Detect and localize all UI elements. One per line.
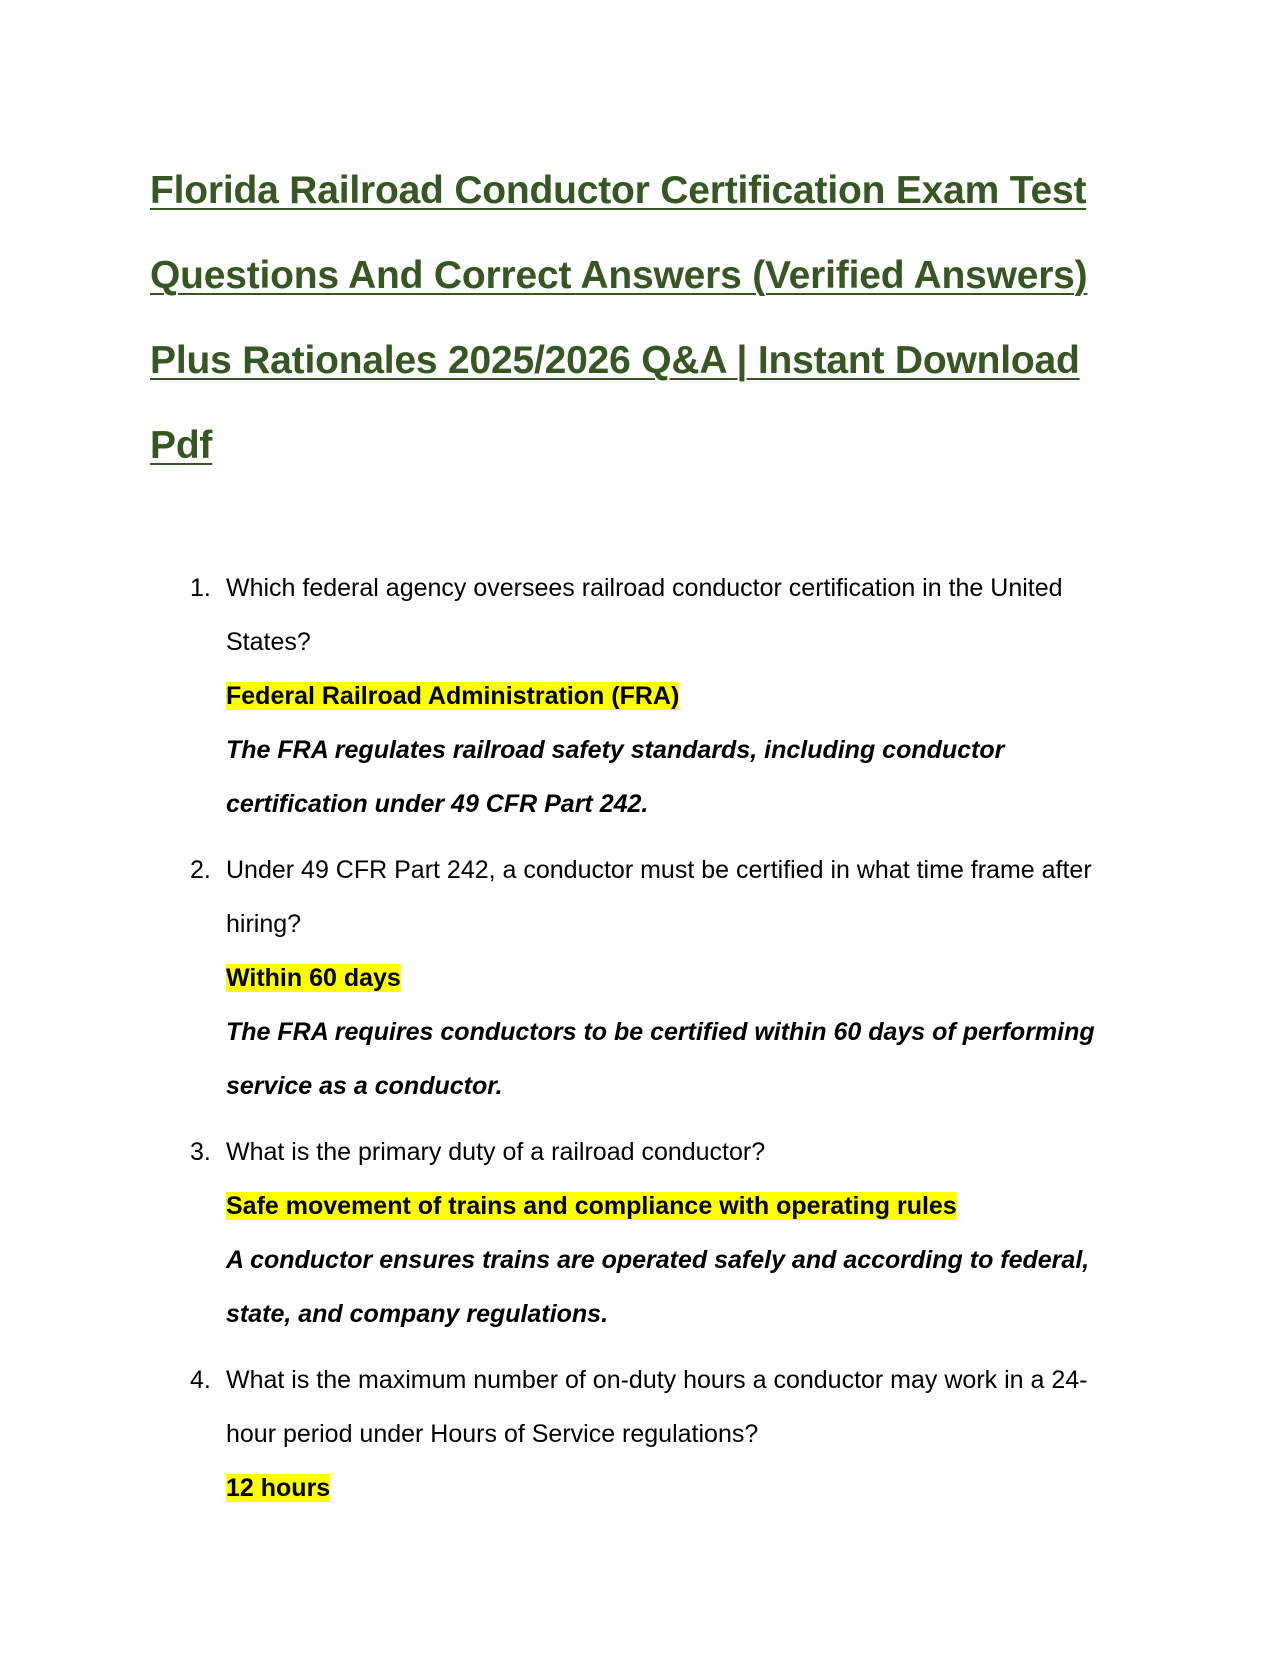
question-list <box>190 561 1130 1527</box>
rationale-text: A conductor ensures trains are operated safely and according to federal, state, and company regulations. <box>226 1246 1090 1328</box>
question-item <box>190 1125 1130 1341</box>
answer-line <box>226 951 1130 1005</box>
question-number: 1. <box>190 574 211 602</box>
question-text: What is the primary duty of a railroad conductor? <box>226 1138 766 1166</box>
question-number: 3. <box>190 1138 211 1166</box>
answer-highlight: 12 hours <box>226 1474 331 1502</box>
answer-line <box>226 1179 1130 1233</box>
question-item <box>190 1353 1130 1515</box>
answer-line <box>226 1461 1130 1515</box>
rationale-text: The FRA regulates railroad safety standards, including conductor certification under 49 CFR Part 242. <box>226 736 1005 818</box>
question-number: 2. <box>190 856 211 884</box>
question-item <box>190 561 1130 831</box>
question-text: What is the maximum number of on-duty hours a conductor may work in a 24-hour period under Hours of Service regulations? <box>226 1366 1088 1448</box>
rationale-text: The FRA requires conductors to be certified within 60 days of performing service as a conductor. <box>226 1018 1095 1100</box>
question-text: Which federal agency oversees railroad conductor certification in the United States? <box>226 574 1063 656</box>
answer-highlight: Safe movement of trains and compliance with operating rules <box>226 1192 957 1220</box>
question-item <box>190 843 1130 1113</box>
question-text: Under 49 CFR Part 242, a conductor must be certified in what time frame after hiring? <box>226 856 1092 938</box>
question-number: 4. <box>190 1366 211 1394</box>
answer-line <box>226 669 1130 723</box>
document-title: Florida Railroad Conductor Certification Exam Test Questions And Correct Answers (Verified Answers) Plus Rationales 2025/2026 Q&A | Instant Download Pdf <box>150 169 1088 467</box>
answer-highlight: Federal Railroad Administration (FRA) <box>226 682 680 710</box>
answer-highlight: Within 60 days <box>226 964 401 992</box>
